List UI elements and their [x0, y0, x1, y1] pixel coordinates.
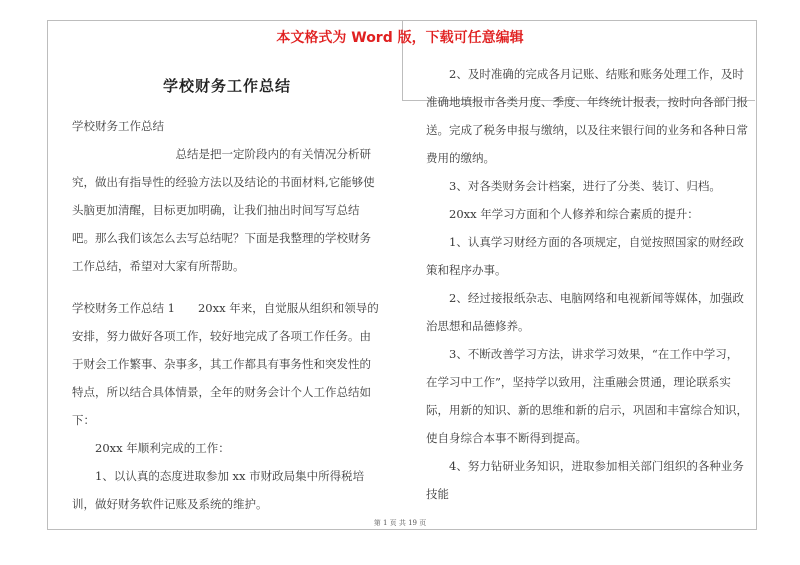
list-item: 3、对各类财务会计档案，进行了分类、装订、归档。 [449, 179, 721, 193]
right-column [426, 60, 748, 508]
spacer [72, 280, 382, 294]
section-heading-completed-work: 20xx 年顺利完成的工作： [95, 441, 230, 455]
page-number: 第 1 页 共 19 页 [373, 519, 427, 527]
document-title: 学校财务工作总结 [162, 77, 291, 95]
list-item: 2、经过接报纸杂志、电脑网络和电视新闻等媒体，加强政治思想和品德修养。 [426, 291, 744, 333]
document-subtitle: 学校财务工作总结 [72, 119, 164, 133]
word-format-banner: 本文格式为 Word 版，下载可任意编辑 [276, 30, 524, 46]
list-item: 2、及时准确的完成各月记账、结账和账务处理工作，及时准确地填报市各类月度、季度、年终统计报表，按时向各部门报送。完成了税务申报与缴纳，以及往来银行间的业务和各种日常费用的缴纳。 [426, 67, 748, 165]
left-column [72, 60, 382, 518]
list-item: 3、不断改善学习方法，讲求学习效果，“在工作中学习，在学习中工作”，坚持学以致用，注重融会贯通，理论联系实际，用新的知识、新的思维和新的启示，巩固和丰富综合知识，使自身综合本事不断得到提高。 [426, 347, 748, 445]
summary-1-paragraph: 学校财务工作总结 1 20xx 年来，自觉服从组织和领导的安排，努力做好各项工作，较好地完成了各项工作任务。由于财会工作繁事、杂事多，其工作都具有事务性和突发性的特点，所以结合具体情景，全年的财务会计个人工作总结如下： [72, 301, 379, 427]
section-heading-self-improvement: 20xx 年学习方面和个人修养和综合素质的提升： [449, 207, 699, 221]
list-item: 4、努力钻研业务知识，进取参加相关部门组织的各种业务技能 [426, 459, 744, 501]
intro-paragraph: 总结是把一定阶段内的有关情况分析研究，做出有指导性的经验方法以及结论的书面材料,它能够使头脑更加清醒，目标更加明确，让我们抽出时间写写总结吧。那么我们该怎么去写总结呢？下面是我整理的学校财务工作总结，希望对大家有所帮助。 [72, 147, 375, 273]
list-item: 1、以认真的态度进取参加 xx 市财政局集中所得税培训，做好财务软件记账及系统的维护。 [72, 469, 365, 511]
list-item: 1、认真学习财经方面的各项规定，自觉按照国家的财经政策和程序办事。 [426, 235, 744, 277]
